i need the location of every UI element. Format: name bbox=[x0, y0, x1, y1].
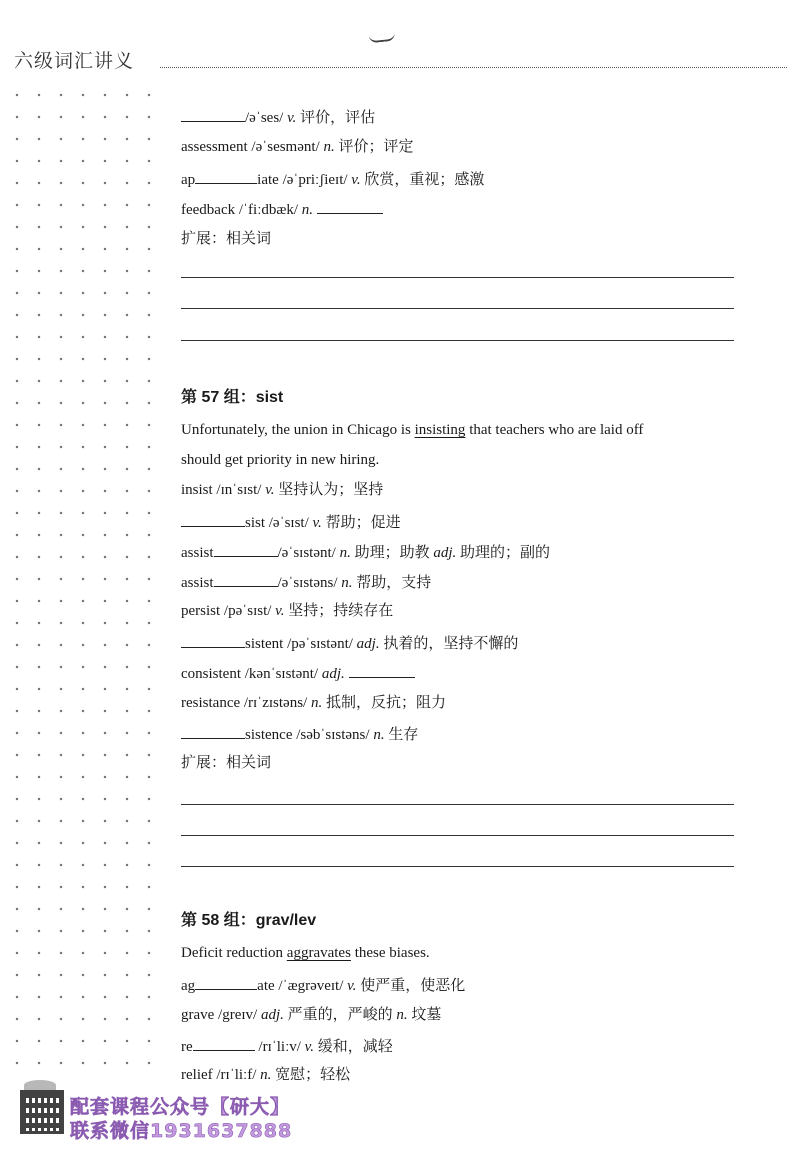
writing-line bbox=[181, 866, 734, 867]
vocab-entry bbox=[181, 137, 414, 157]
part-of-speech: n. bbox=[339, 545, 351, 561]
writing-line bbox=[181, 308, 734, 309]
vocab-entry bbox=[181, 1065, 350, 1085]
entry-meaning: 评价，评估 bbox=[296, 110, 376, 126]
example-text: Deficit reduction bbox=[181, 945, 287, 961]
entry-word: persist /pəˈsɪst/ bbox=[181, 603, 276, 619]
group-57-example-line1 bbox=[181, 420, 643, 440]
part-of-speech: n. bbox=[301, 202, 314, 218]
writing-line bbox=[181, 804, 734, 805]
part-of-speech: v. bbox=[304, 1039, 314, 1055]
fill-blank[interactable] bbox=[214, 571, 278, 587]
part-of-speech: n. bbox=[260, 1067, 272, 1083]
group-57-example-line2: should get priority in new hiring. bbox=[181, 452, 380, 468]
writing-line bbox=[181, 340, 734, 341]
entry-word: relief /rɪˈliːf/ bbox=[181, 1067, 261, 1083]
part-of-speech: n. bbox=[373, 727, 385, 743]
entry-meaning: 抵制，反抗；阻力 bbox=[322, 695, 446, 711]
part-of-speech: n. bbox=[323, 139, 335, 155]
group-58-example bbox=[181, 943, 430, 963]
entry-word: re bbox=[181, 1039, 193, 1055]
fill-blank[interactable] bbox=[317, 198, 383, 214]
entry-meaning: 评价；评定 bbox=[334, 139, 414, 155]
header-rule bbox=[160, 67, 787, 68]
qr-code-icon bbox=[20, 1090, 64, 1134]
vocab-entry bbox=[181, 106, 375, 128]
entry-meaning: 严重的，严峻的 bbox=[283, 1007, 397, 1023]
vocab-entry bbox=[181, 541, 550, 563]
entry-word: ag bbox=[181, 978, 196, 994]
page-header-title: 六级词汇讲义 bbox=[14, 50, 135, 72]
fill-blank[interactable] bbox=[349, 662, 415, 678]
entry-phonetic: sistent /pəˈsɪstənt/ bbox=[245, 636, 357, 652]
vocab-entry bbox=[181, 753, 271, 773]
part-of-speech: adj. bbox=[433, 545, 457, 561]
part-of-speech: adj. bbox=[321, 666, 345, 682]
fill-blank[interactable] bbox=[181, 723, 245, 739]
entry-phonetic: sist /əˈsɪst/ bbox=[245, 515, 313, 531]
part-of-speech: n. bbox=[310, 695, 323, 711]
fill-blank[interactable] bbox=[181, 511, 245, 527]
entry-phonetic: sistence /səbˈsɪstəns/ bbox=[245, 727, 374, 743]
entry-meaning: 坚持认为；坚持 bbox=[274, 482, 384, 498]
entry-meaning: 欣赏，重视；感激 bbox=[360, 172, 485, 188]
example-keyword: aggravates bbox=[286, 945, 351, 961]
entry-phonetic: /əˈses/ bbox=[245, 110, 288, 126]
entry-word: consistent /kənˈsɪstənt/ bbox=[181, 666, 322, 682]
example-keyword: insisting bbox=[414, 422, 466, 438]
writing-line bbox=[181, 277, 734, 278]
entry-meaning: 执着的，坚持不懈的 bbox=[379, 636, 519, 652]
part-of-speech: v. bbox=[287, 110, 297, 126]
part-of-speech: v. bbox=[351, 172, 361, 188]
vocab-entry bbox=[181, 511, 401, 533]
part-of-speech: adj. bbox=[260, 1007, 284, 1023]
group-58-heading: 第 58 组：grav/lev bbox=[181, 912, 317, 929]
watermark-line2: 联系微信1931637888 bbox=[70, 1120, 293, 1142]
vocab-entry bbox=[181, 571, 431, 593]
entry-phonetic: /əˈsɪstəns/ bbox=[277, 575, 342, 591]
watermark bbox=[20, 1090, 320, 1142]
entry-meaning: 助理；助教 bbox=[350, 545, 434, 561]
entry-meaning: 坚持；持续存在 bbox=[284, 603, 394, 619]
vocab-entry bbox=[181, 974, 465, 996]
entry-phonetic: /rɪˈliːv/ bbox=[254, 1039, 305, 1055]
entry-word: grave /greɪv/ bbox=[181, 1007, 261, 1023]
entry-phonetic: /əˈsɪstənt/ bbox=[277, 545, 340, 561]
entry-word: 扩展：相关词 bbox=[181, 755, 272, 771]
entry-meaning: 坟墓 bbox=[407, 1007, 442, 1023]
entry-meaning: 助理的；副的 bbox=[456, 545, 551, 561]
part-of-speech: v. bbox=[275, 603, 285, 619]
watermark-line1: 配套课程公众号【研大】 bbox=[70, 1096, 291, 1118]
entry-meaning: 生存 bbox=[384, 727, 419, 743]
header-decoration bbox=[369, 33, 396, 44]
fill-blank[interactable] bbox=[195, 168, 257, 184]
entry-word: 扩展：相关词 bbox=[181, 231, 272, 247]
fill-blank[interactable] bbox=[181, 106, 245, 122]
entry-word: assist bbox=[181, 575, 214, 591]
part-of-speech: adj. bbox=[356, 636, 380, 652]
entry-word: assist bbox=[181, 545, 214, 561]
fill-blank[interactable] bbox=[193, 1035, 255, 1051]
group-57-heading: 第 57 组：sist bbox=[181, 389, 284, 406]
entry-phonetic: ate /ˈægrəveɪt/ bbox=[257, 978, 348, 994]
margin-dot-grid bbox=[0, 78, 162, 1078]
entry-word: ap bbox=[181, 172, 196, 188]
entry-word: insist /ɪnˈsɪst/ bbox=[181, 482, 266, 498]
part-of-speech: v. bbox=[265, 482, 275, 498]
example-text: these biases. bbox=[350, 945, 430, 961]
example-text: Unfortunately, the union in Chicago is bbox=[181, 422, 415, 438]
part-of-speech: v. bbox=[312, 515, 322, 531]
vocab-entry bbox=[181, 1005, 441, 1025]
vocab-entry bbox=[181, 723, 418, 745]
fill-blank[interactable] bbox=[214, 541, 278, 557]
example-text: that teachers who are laid off bbox=[465, 422, 644, 438]
vocab-entry bbox=[181, 229, 271, 249]
entry-word: assessment /əˈsesmənt/ bbox=[181, 139, 324, 155]
part-of-speech: n. bbox=[396, 1007, 408, 1023]
part-of-speech: n. bbox=[341, 575, 353, 591]
vocab-entry bbox=[181, 168, 484, 190]
entry-meaning: 帮助，支持 bbox=[352, 575, 432, 591]
vocab-entry bbox=[181, 693, 446, 713]
entry-word: resistance /rɪˈzɪstəns/ bbox=[181, 695, 311, 711]
fill-blank[interactable] bbox=[181, 632, 245, 648]
entry-phonetic: iate /əˈpriːʃieɪt/ bbox=[257, 172, 352, 188]
vocab-entry bbox=[181, 662, 415, 684]
entry-meaning: 缓和，减轻 bbox=[313, 1039, 393, 1055]
vocab-entry bbox=[181, 1035, 393, 1057]
writing-line bbox=[181, 835, 734, 836]
entry-meaning: 使严重，使恶化 bbox=[356, 978, 466, 994]
vocab-entry bbox=[181, 601, 393, 621]
part-of-speech: v. bbox=[347, 978, 357, 994]
entry-meaning: 宽慰；轻松 bbox=[271, 1067, 351, 1083]
corner-decoration bbox=[24, 1080, 56, 1090]
vocab-entry bbox=[181, 632, 518, 654]
entry-word: feedback /ˈfiːdbæk/ bbox=[181, 202, 302, 218]
vocab-entry bbox=[181, 198, 383, 220]
vocab-entry bbox=[181, 480, 383, 500]
fill-blank[interactable] bbox=[195, 974, 257, 990]
entry-meaning: 帮助；促进 bbox=[321, 515, 401, 531]
